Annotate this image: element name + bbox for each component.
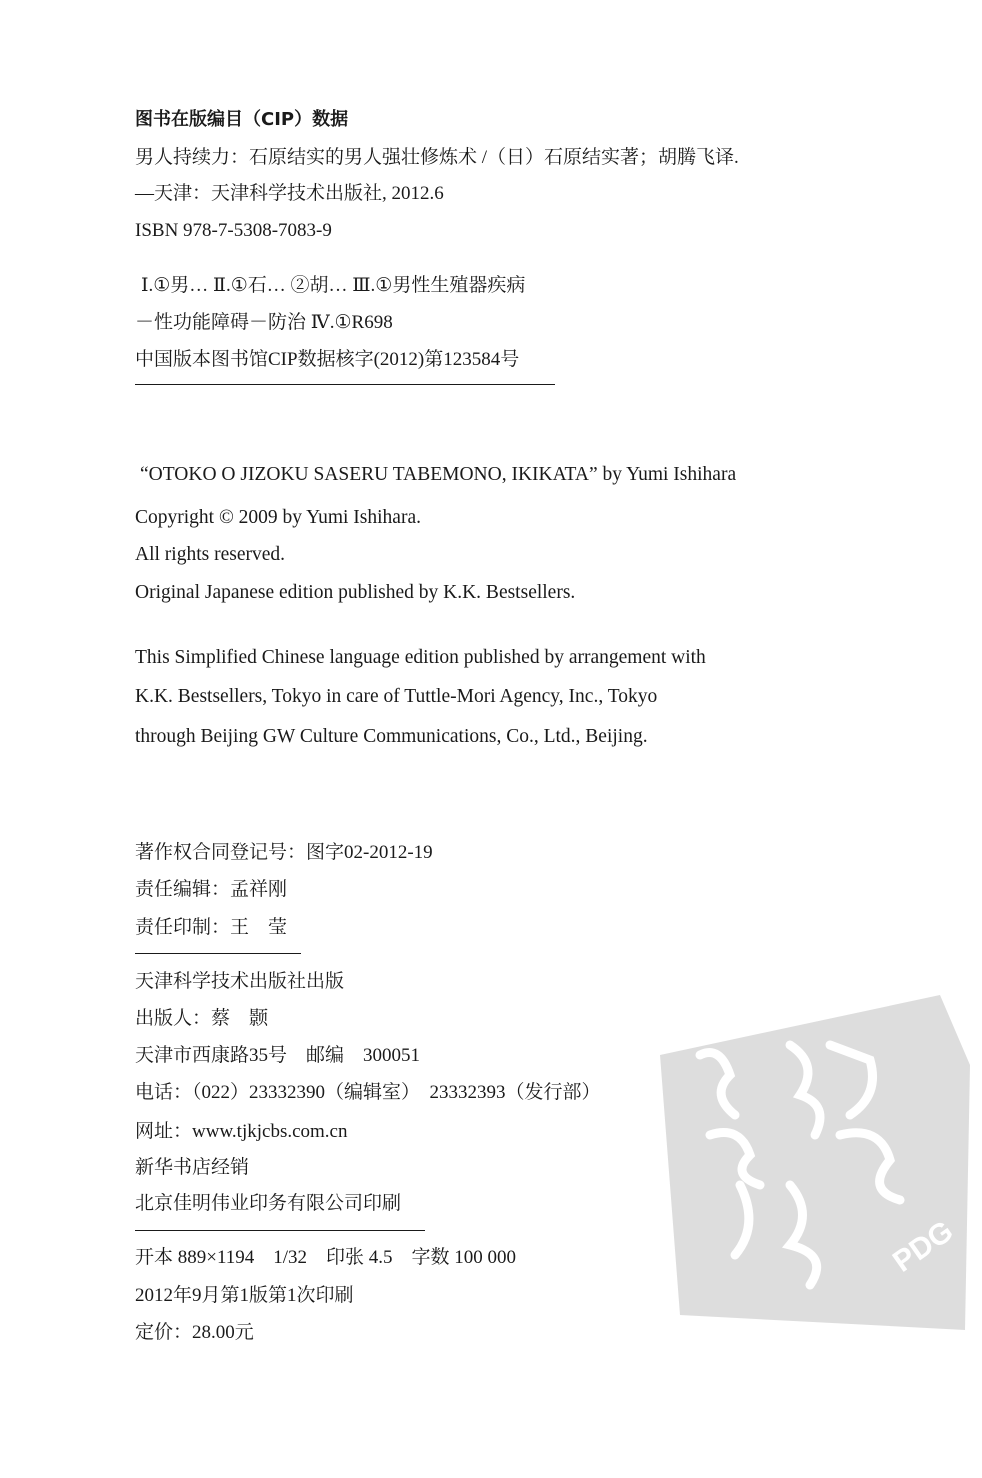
publisher-name: 天津科学技术出版社出版 [135, 971, 345, 992]
publisher-website: 网址：www.tjkjcbs.com.cn [135, 1121, 348, 1142]
publisher-phone: 电话：（022）23332390（编辑室） 23332393（发行部） [135, 1082, 601, 1103]
watermark-label: PDG [887, 1214, 960, 1279]
copyright-line: Copyright © 2009 by Yumi Ishihara. [135, 507, 421, 528]
arrangement-line-3: through Beijing GW Culture Communications, Co., Ltd., Beijing. [135, 726, 648, 747]
responsible-printing: 责任印制：王 莹 [135, 917, 288, 938]
cip-title-line: 男人持续力：石原结实的男人强壮修炼术 /（日）石原结实著；胡腾飞译. [135, 147, 739, 168]
original-title: “OTOKO O JIZOKU SASERU TABEMONO, IKIKATA” by Yumi Ishihara [140, 464, 737, 485]
arrangement-line-1: This Simplified Chinese language edition published by arrangement with [135, 647, 706, 668]
cip-publisher-line: —天津：天津科学技术出版社, 2012.6 [135, 183, 444, 204]
cip-record-number: 中国版本图书馆CIP数据核字(2012)第123584号 [135, 349, 520, 370]
publisher-divider [135, 1230, 425, 1231]
cip-heading: 图书在版编目（CIP）数据 [135, 109, 349, 130]
edition-info: 2012年9月第1版第1次印刷 [135, 1285, 354, 1306]
printer: 北京佳明伟业印务有限公司印刷 [135, 1193, 402, 1214]
rights-reserved: All rights reserved. [135, 544, 286, 565]
price: 定价：28.00元 [135, 1322, 254, 1343]
cip-isbn: ISBN 978-7-5308-7083-9 [135, 220, 332, 241]
arrangement-line-2: K.K. Bestsellers, Tokyo in care of Tuttle-Mori Agency, Inc., Tokyo [135, 686, 658, 707]
distributor: 新华书店经销 [135, 1157, 250, 1178]
cip-divider [135, 384, 555, 385]
pdg-watermark-seal [640, 985, 975, 1330]
cip-classification-2: －性功能障碍－防治 Ⅳ.①R698 [135, 312, 393, 333]
cip-classification-1: Ⅰ.①男… Ⅱ.①石… ②胡… Ⅲ.①男性生殖器疾病 [141, 275, 526, 296]
book-format: 开本 889×1194 1/32 印张 4.5 字数 100 000 [135, 1247, 517, 1268]
original-edition: Original Japanese edition published by K.K. Bestsellers. [135, 582, 576, 603]
responsible-editor: 责任编辑：孟祥刚 [135, 879, 288, 900]
publisher-person: 出版人：蔡 颢 [135, 1008, 269, 1029]
publisher-address: 天津市西康路35号 邮编 300051 [135, 1045, 421, 1066]
credits-divider [135, 953, 301, 954]
contract-registration: 著作权合同登记号：图字02-2012-19 [135, 842, 433, 863]
